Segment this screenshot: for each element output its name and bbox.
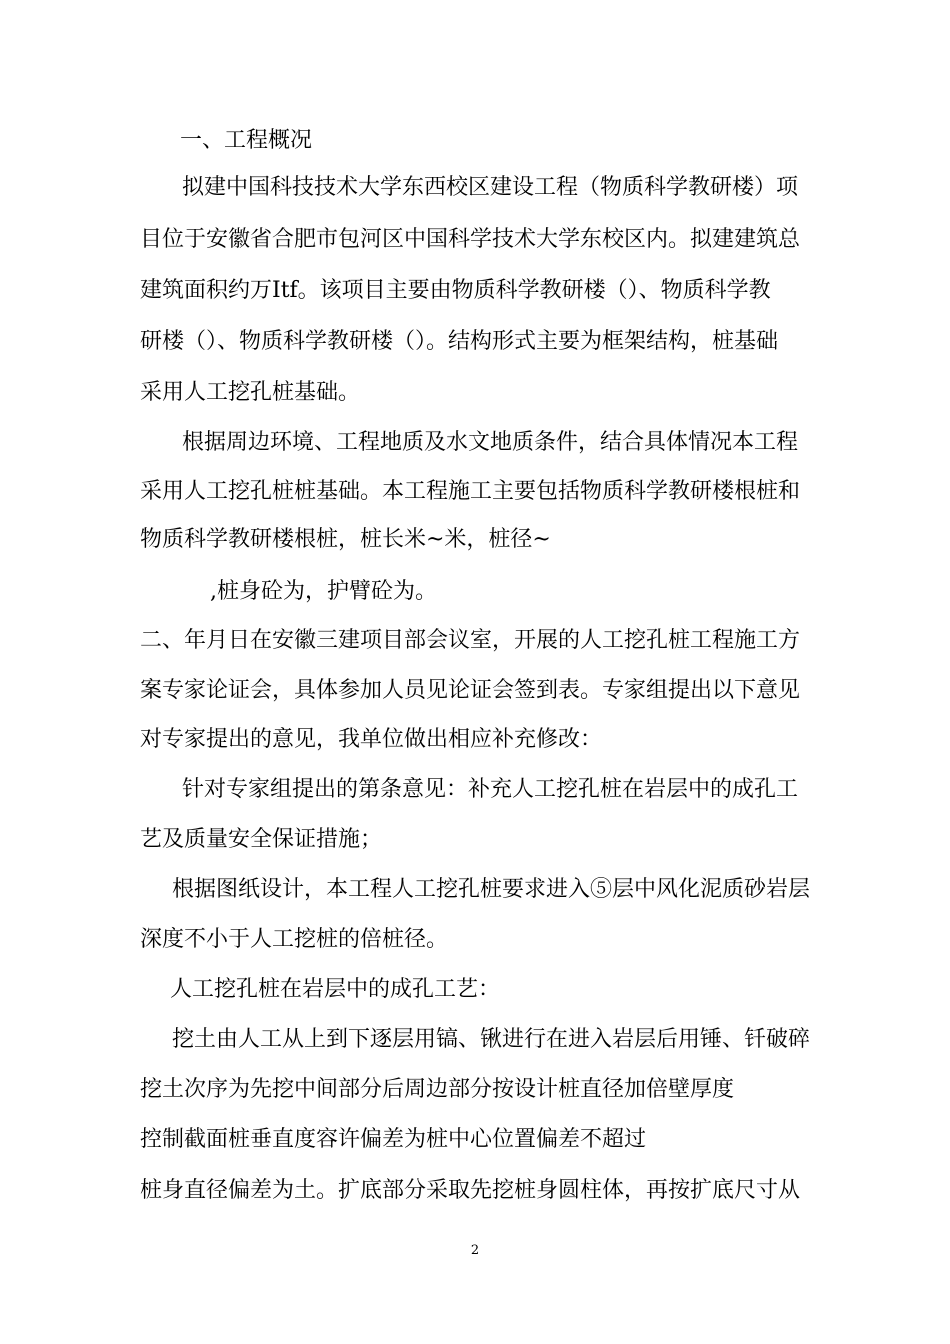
- paragraph-line: 建筑面积约万Itf。该项目主要由物质科学教研楼（）、物质科学教: [140, 278, 771, 303]
- paragraph-line: 控制截面桩垂直度容许偏差为桩中心位置偏差不超过: [140, 1127, 647, 1152]
- paragraph-line: 艺及质量安全保证措施；: [140, 827, 383, 852]
- paragraph-line: 拟建中国科技技术大学东西校区建设工程（物质科学教研楼）项: [182, 175, 799, 200]
- paragraph-line: ,桩身砼为，护臂砼为。: [210, 579, 437, 604]
- paragraph-line: 根据周边环境、工程地质及水文地质条件，结合具体情况本工程: [182, 430, 799, 455]
- paragraph-line: 采用人工挖孔桩基础。: [140, 380, 361, 405]
- paragraph-line: 针对专家组提出的第条意见：补充人工挖孔桩在岩层中的成孔工: [182, 777, 799, 802]
- paragraph-line: 根据图纸设计，本工程人工挖孔桩要求进入⑤层中风化泥质砂岩层: [172, 877, 811, 902]
- paragraph-line: 物质科学教研楼根桩，桩长米~米，桩径~: [140, 527, 551, 552]
- paragraph-line: 研楼（）、物质科学教研楼（）。结构形式主要为框架结构，桩基础: [140, 329, 779, 354]
- paragraph-line: 二、年月日在安徽三建项目部会议室，开展的人工挖孔桩工程施工方: [140, 628, 801, 653]
- paragraph-line: 人工挖孔桩在岩层中的成孔工艺：: [170, 977, 501, 1002]
- paragraph-line: 案专家论证会，具体参加人员见论证会签到表。专家组提出以下意见: [140, 678, 801, 703]
- paragraph-line: 挖土次序为先挖中间部分后周边部分按设计桩直径加倍壁厚度: [140, 1077, 735, 1102]
- paragraph-line: 目位于安徽省合肥市包河区中国科学技术大学东校区内。拟建建筑总: [140, 227, 801, 252]
- paragraph-line: 挖土由人工从上到下逐层用镐、锹进行在进入岩层后用锤、钎破碎: [172, 1027, 811, 1052]
- paragraph-line: 深度不小于人工挖桩的倍桩径。: [140, 927, 449, 952]
- paragraph-line: 采用人工挖孔桩桩基础。本工程施工主要包括物质科学教研楼根桩和: [140, 479, 801, 504]
- paragraph-line: 桩身直径偏差为土。扩底部分采取先挖桩身圆柱体，再按扩底尺寸从: [140, 1178, 801, 1203]
- page-number: 2: [470, 1243, 480, 1258]
- section-heading: 一、工程概况: [180, 128, 313, 153]
- paragraph-line: 对专家提出的意见，我单位做出相应补充修改：: [140, 727, 603, 752]
